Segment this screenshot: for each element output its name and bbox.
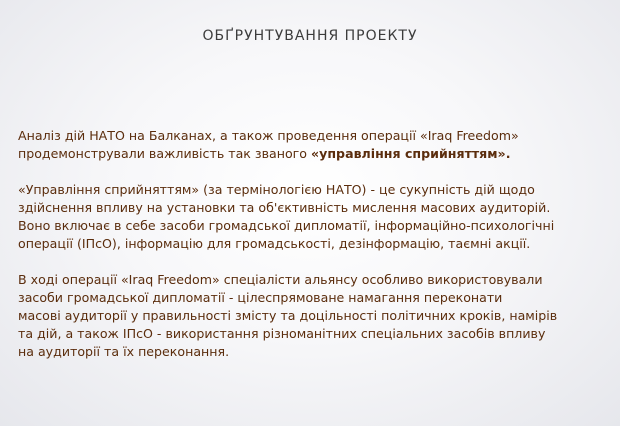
paragraph-2-line-4: операції (ІПсО), інформацію для громадськості, дезінформацію, таємні акції.	[18, 236, 531, 251]
paragraph-1-line-2	[18, 145, 610, 163]
paragraph-1	[18, 127, 610, 163]
paragraph-3-line-4: та дій, а також ІПсО - використання різноманітних спеціальних засобів впливу	[18, 326, 546, 341]
paragraph-3-line-1: В ході операції «Iraq Freedom» спеціалісти альянсу особливо використовували	[18, 272, 543, 287]
paragraph-3-line-2: засоби громадської дипломатії - цілеспрямоване намагання переконати	[18, 290, 503, 305]
slide-body	[18, 127, 610, 379]
perception-management-emphasis: «управління сприйняттям».	[311, 146, 511, 161]
paragraph-2	[18, 181, 610, 253]
paragraph-2-line-1: «Управління сприйняттям» (за термінологією НАТО) - це сукупність дій щодо	[18, 182, 535, 197]
paragraph-3-line-3: масові аудиторії у правильності змісту та доцільності політичних кроків, намірів	[18, 308, 558, 323]
paragraph-1-line-2-text: продемонстрували важливість так званого	[18, 146, 312, 161]
paragraph-2-line-2: здійснення впливу на установки та об'єктивність мислення масових аудиторій.	[18, 200, 551, 215]
slide-title: ОБҐРУНТУВАННЯ ПРОЕКТУ	[202, 28, 418, 44]
paragraph-2-line-3: Воно включає в себе засоби громадської дипломатії, інформаційно-психологічні	[18, 218, 555, 233]
paragraph-3-line-5: на аудиторії та їх переконання.	[18, 344, 230, 359]
paragraph-1-line-1: Аналіз дій НАТО на Балканах, а також проведення операції «Iraq Freedom»	[18, 128, 519, 143]
paragraph-3	[18, 271, 610, 361]
